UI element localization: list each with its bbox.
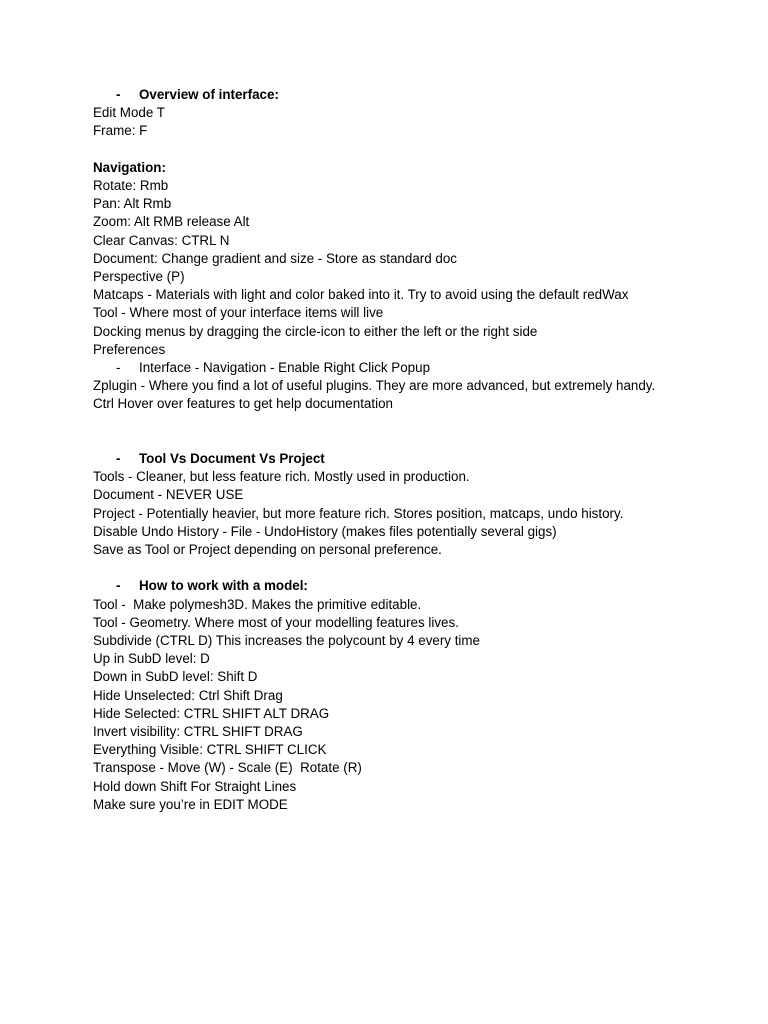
text-line: Everything Visible: CTRL SHIFT CLICK [93, 742, 327, 758]
text-line: Document: Change gradient and size - Store as standard doc [93, 250, 457, 266]
sub-bullet-item [93, 359, 733, 377]
text-line: Hold down Shift For Straight Lines [93, 778, 297, 794]
text-line: Clear Canvas: CTRL N [93, 232, 230, 248]
blank-line [93, 141, 733, 159]
section-heading-tool-vs-document [93, 450, 733, 468]
bullet-marker: - [116, 360, 121, 376]
heading-text: Overview of interface: [139, 87, 279, 102]
bullet-marker: - [116, 578, 121, 594]
text-line: Frame: F [93, 123, 148, 139]
text-line: Tool - Make polymesh3D. Makes the primitive editable. [93, 596, 422, 612]
bullet-marker: - [116, 451, 121, 467]
text-line: Zoom: Alt RMB release Alt [93, 214, 250, 230]
section-heading-model [93, 577, 733, 595]
heading-text: How to work with a model: [139, 578, 308, 594]
blank-line [93, 559, 733, 577]
text-line: Zplugin - Where you find a lot of useful plugins. They are more advanced, but extremely handy. [93, 378, 656, 394]
text-line: Tool - Where most of your interface items will live [93, 305, 384, 321]
text-line: Down in SubD level: Shift D [93, 669, 258, 685]
text-line: Edit Mode T [93, 105, 165, 121]
text-line: Tools - Cleaner, but less feature rich. Mostly used in production. [93, 469, 470, 485]
text-line: Save as Tool or Project depending on personal preference. [93, 542, 442, 558]
text-line: Matcaps - Materials with light and color baked into it. Try to avoid using the default redWax [93, 287, 629, 303]
section-heading-overview [93, 86, 733, 104]
text-line: Tool - Geometry. Where most of your modelling features lives. [93, 614, 459, 630]
text-line: Docking menus by dragging the circle-icon to either the left or the right side [93, 323, 538, 339]
text-line: Perspective (P) [93, 269, 185, 285]
text-line: Ctrl Hover over features to get help documentation [93, 396, 393, 412]
text-line: Hide Selected: CTRL SHIFT ALT DRAG [93, 705, 330, 721]
text-line: Pan: Alt Rmb [93, 196, 172, 212]
section-heading-navigation: Navigation: [93, 159, 166, 175]
text-line: Project - Potentially heavier, but more feature rich. Stores position, matcaps, undo history. [93, 505, 624, 521]
text-line: Make sure you’re in EDIT MODE [93, 796, 288, 812]
text-line: Hide Unselected: Ctrl Shift Drag [93, 687, 283, 703]
text-line: Subdivide (CTRL D) This increases the polycount by 4 every time [93, 633, 481, 649]
text-line: Up in SubD level: D [93, 651, 210, 667]
text-line: Disable Undo History - File - UndoHistory (makes files potentially several gigs) [93, 523, 557, 539]
text-line: Document - NEVER USE [93, 487, 244, 503]
heading-text: Tool Vs Document Vs Project [139, 451, 325, 467]
blank-line [93, 414, 733, 450]
text-line: Preferences [93, 341, 166, 357]
document-page [93, 86, 733, 814]
sub-bullet-text: Interface - Navigation - Enable Right Click Popup [139, 360, 431, 376]
bullet-marker: - [116, 87, 121, 102]
text-line: Transpose - Move (W) - Scale (E) Rotate (R) [93, 760, 362, 776]
text-line: Rotate: Rmb [93, 178, 169, 193]
text-line: Invert visibility: CTRL SHIFT DRAG [93, 724, 303, 740]
